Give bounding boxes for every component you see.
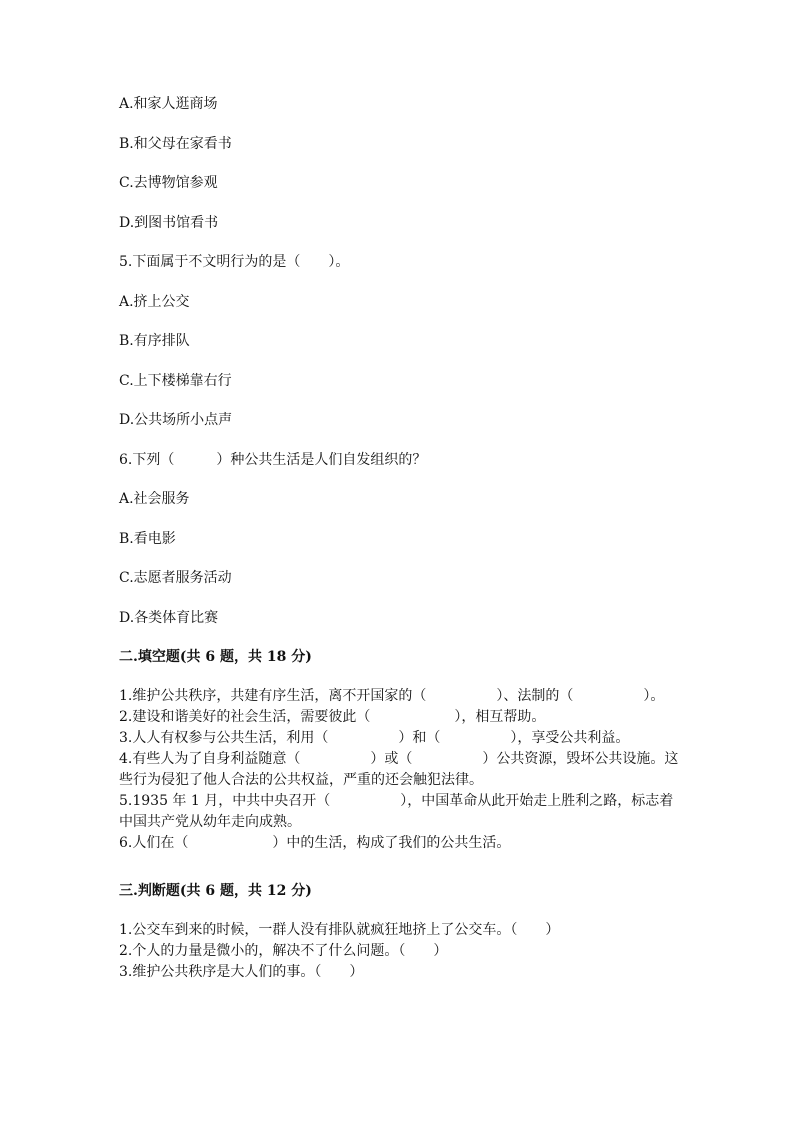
q6-option-b: B.看电影	[119, 530, 176, 547]
fill-item-3: 3.人人有权参与公共生活，利用（ ）和（ ），享受公共利益。	[119, 730, 630, 746]
q5-stem: 5.下面属于不文明行为的是（ ）。	[119, 254, 350, 270]
q6-option-c: C.志愿者服务活动	[119, 570, 232, 586]
q4-option-a: A.和家人逛商场	[119, 96, 218, 112]
page-content	[119, 94, 679, 983]
judge-item-3: 3.维护公共秩序是大人们的事。（ ）	[119, 964, 364, 980]
q5-option-b: B.有序排队	[119, 333, 190, 349]
section-3-items	[119, 920, 679, 983]
q6-option-d: D.各类体育比赛	[119, 609, 219, 626]
q4-option-b: B.和父母在家看书	[119, 135, 232, 152]
fill-item-2: 2.建设和谐美好的社会生活，需要彼此（ ），相互帮助。	[119, 709, 546, 725]
section-3-title: 三.判断题(共 6 题，共 12 分)	[119, 883, 312, 899]
fill-item-5: 5.1935 年 1 月，中共中央召开（ ），中国革命从此开始走上胜利之路，标志着中国共产党从幼年走向成熟。	[119, 793, 674, 830]
judge-item-2: 2.个人的力量是微小的，解决不了什么问题。（ ）	[119, 943, 448, 959]
section-2-items	[119, 686, 679, 881]
q5-option-a: A.挤上公交	[119, 293, 190, 310]
q5-option-c: C.上下楼梯靠右行	[119, 372, 232, 389]
q6-stem: 6.下列（ ）种公共生活是人们自发组织的？	[119, 451, 427, 468]
q6-option-a: A.社会服务	[119, 491, 190, 507]
judge-item-1: 1.公交车到来的时候，一群人没有排队就疯狂地挤上了公交车。（ ）	[119, 922, 560, 938]
section-2-title: 二.填空题(共 6 题，共 18 分)	[119, 649, 312, 665]
fill-item-6: 6.人们在（ ）中的生活，构成了我们的公共生活。	[119, 835, 511, 851]
q5-option-d: D.公共场所小点声	[119, 412, 233, 428]
q4-option-d: D.到图书馆看书	[119, 214, 219, 231]
fill-item-1: 1.维护公共秩序，共建有序生活，离不开国家的（ ）、法制的（ ）。	[119, 688, 665, 704]
q4-option-c: C.去博物馆参观	[119, 175, 218, 191]
fill-item-4: 4.有些人为了自身利益随意（ ）或（ ）公共资源，毁坏公共设施。这些行为侵犯了他人合法的公共权益，严重的还会触犯法律。	[119, 751, 679, 788]
